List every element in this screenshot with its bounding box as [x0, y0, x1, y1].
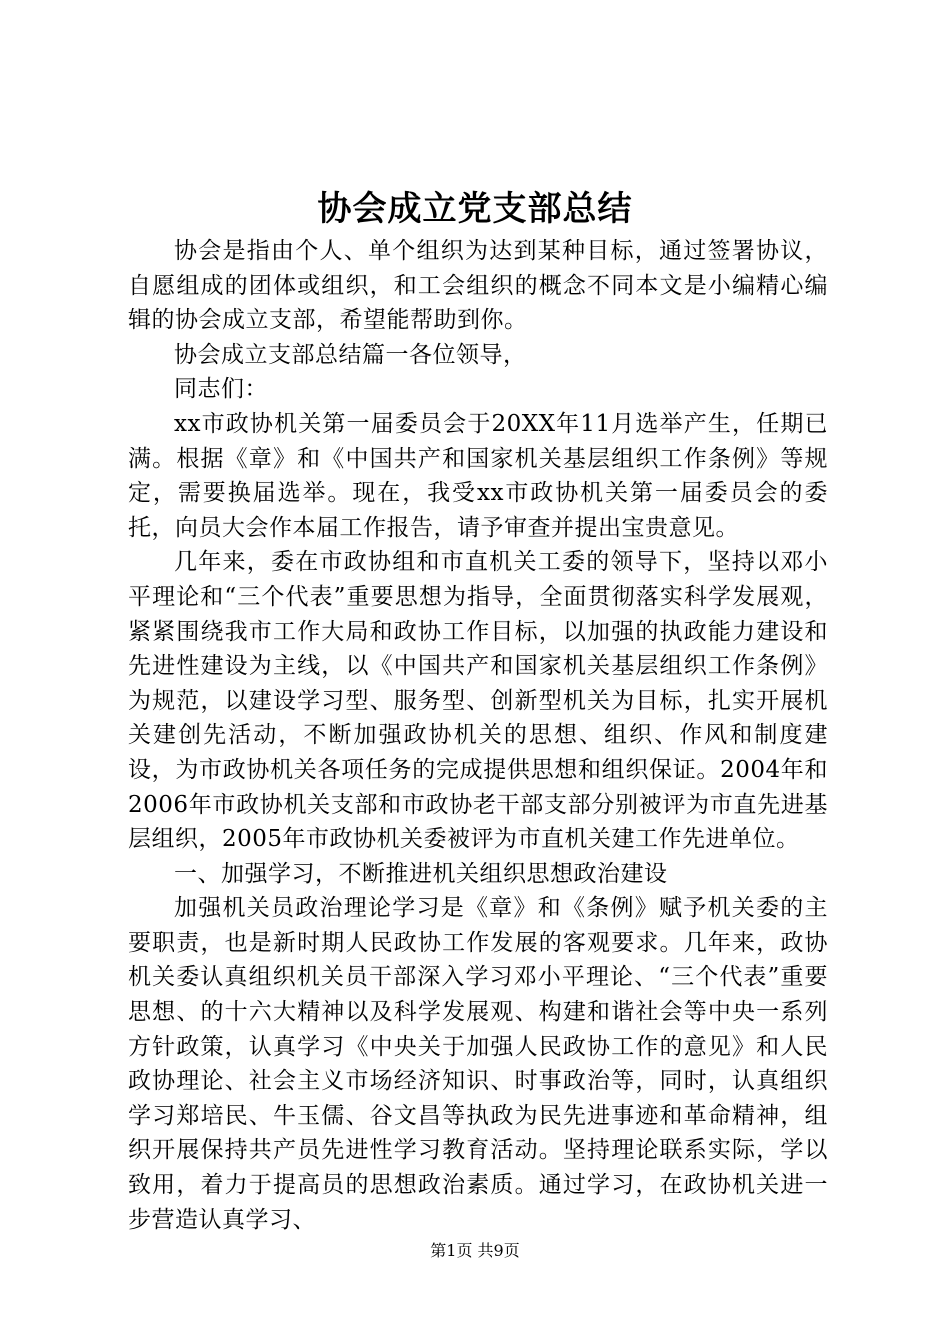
- paragraph-salutation: 协会成立支部总结篇一各位领导，: [174, 341, 527, 368]
- paragraph-study: 加强机关员政治理论学习是《章》和《条例》赋予机关委的主要职责，也是新时期人民政协工作发展的客观要求。几年来，政协机关委认真组织机关员干部深入学习邓小平理论、“三个代表”重要思想、的十六大精神以及科学发展观、构建和谐社会等中央一系列方针政策，认真学习《中央关于加强人民政协工作的意见》和人民政协理论、社会主义市场经济知识、时事政治等，同时，认真组织学习郑培民、牛玉儒、谷文昌等执政为民先进事迹和革命精神，组织开展保持共产员先进性学习教育活动。坚持理论联系实际，学以致用，着力于提高员的思想政治素质。通过学习，在政协机关进一步营造认真学习、: [128, 895, 828, 1233]
- section-heading-study: 一、加强学习，不断推进机关组织思想政治建设: [174, 860, 668, 887]
- paragraph-intro: 协会是指由个人、单个组织为达到某种目标，通过签署协议，自愿组成的团体或组织，和工会组织的概念不同本文是小编精心编辑的协会成立支部，希望能帮助到你。: [128, 238, 828, 334]
- page-footer: 第1页 共9页: [430, 1241, 520, 1260]
- paragraph-achievements: 几年来，委在市政协组和市直机关工委的领导下，坚持以邓小平理论和“三个代表”重要思想为指导，全面贯彻落实科学发展观，紧紧围绕我市工作大局和政协工作目标，以加强的执政能力建设和先进性建设为主线，以《中国共产和国家机关基层组织工作条例》为规范，以建设学习型、服务型、创新型机关为目标，扎实开展机关建创先活动，不断加强政协机关的思想、组织、作风和制度建设，为市政协机关各项任务的完成提供思想和组织保证。2004年和2006年市政协机关支部和市政协老干部支部分别被评为市直先进基层组织，2005年市政协机关委被评为市直机关建工作先进单位。: [128, 549, 828, 853]
- paragraph-election: xx市政协机关第一届委员会于20XX年11月选举产生，任期已满。根据《章》和《中国共产和国家机关基层组织工作条例》等规定，需要换届选举。现在，我受xx市政协机关第一届委员会的委托，向员大会作本届工作报告，请予审查并提出宝贵意见。: [128, 410, 828, 541]
- paragraph-address: 同志们：: [174, 376, 268, 403]
- document-title: 协会成立党支部总结: [317, 189, 633, 229]
- document-body: [128, 234, 828, 1237]
